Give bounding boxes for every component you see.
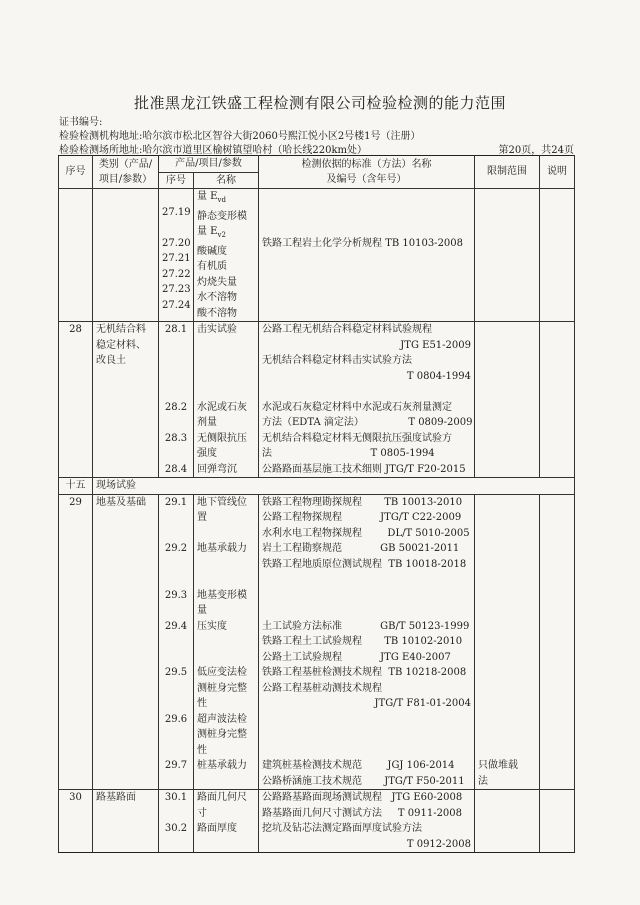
row-30-item-names: 路面几何尺 寸 路面厚度: [194, 790, 259, 853]
header-no: 序号: [59, 156, 93, 189]
row-28-standards: 公路工程无机结合料稳定材料试验规程 JTG E51-2009 无机结合料稳定材料击实试验方法 T 0804-1994 水泥或石灰稳定材料中水泥或石灰剂量测定 方法（EDTA 滴定法） T 0809-2009 无机结合料稳定材料无侧限抗压强度试验方 法 T 0805-1994 公路路面基层施工技术细则 JTG/T F20-2015: [259, 322, 475, 478]
row-29-no: 29: [59, 494, 93, 790]
row-29-category: 地基及基础: [93, 494, 159, 790]
capability-table: [58, 155, 575, 853]
site-address-label: 检验检测场所地址:: [59, 145, 143, 156]
row-28-item-numbers: 28.1 28.2 28.3 28.4: [159, 322, 194, 478]
page-title: 批准黑龙江铁盛工程检测有限公司检验检测的能力范围: [133, 94, 506, 112]
header-category-line1: 类别（产品/: [98, 158, 153, 170]
lab-address-value: 哈尔滨市松北区智谷大街2060号熙江悦小区2号楼1号（注册）: [142, 131, 421, 142]
header-category-line2: 项目/参数）: [98, 174, 153, 185]
row-30-item-numbers: 30.1 30.2: [159, 790, 194, 853]
row-27-standard: 铁路工程岩土化学分析规程 TB 10103-2008: [259, 189, 475, 322]
header-note: 说明: [540, 156, 575, 189]
site-address-value: 哈尔滨市道里区榆树镇望哈村（哈长线220km处）: [142, 145, 368, 156]
row-30-no: 30: [59, 790, 93, 853]
table-row-27: [59, 189, 575, 322]
page-indicator: 第20页，共24页: [498, 145, 574, 156]
header-standard-line1: 检测依据的标准（方法）名称: [301, 158, 432, 170]
header-limit: 限制范围: [475, 156, 540, 189]
header-standard: [259, 156, 475, 189]
row-30-category: 路基路面: [93, 790, 159, 853]
lab-address-label: 检验检测机构地址:: [59, 131, 143, 142]
header-sub-no: 序号: [159, 172, 194, 189]
header-standard-line2: 及编号（含年号）: [326, 174, 407, 185]
section-15-no: 十五: [59, 478, 93, 495]
header-sub-name: 名称: [194, 172, 259, 189]
table-row-28: [59, 322, 575, 478]
table-row-29: [59, 494, 575, 790]
row-27-item-numbers: 27.19 27.20 27.21 27.22 27.23 27.24: [159, 189, 194, 322]
cert-number: 证书编号:: [59, 117, 103, 128]
row-27-item-names: 量 $E_{vd}$ 静态变形模 量 $E_{v2}$ 酸碱度 有机质 灼烧失量 水不溶物 酸不溶物: [194, 189, 259, 322]
lab-address: [59, 127, 421, 142]
row-28-item-names: 击实试验 水泥或石灰 剂量 无侧限抗压 强度 回弹弯沉: [194, 322, 259, 478]
row-28-no: 28: [59, 322, 93, 478]
table-header: [59, 156, 575, 173]
row-29-standards: 铁路工程物理勘探规程 TB 10013-2010 公路工程物探规程 JTG/T C22-2009 水利水电工程物探规程 DL/T 5010-2005 岩土工程勘察规范 GB 50021-2011 铁路工程地质原位测试规程 TB 10018-2018 土工试验方法标准 GB/T 50123-1999 铁路工程土工试验规程 TB 10102-2010 公路土工试验规程 JTG E40-2007 铁路工程基桩检测技术规程 TB 10218-2008 公路工程基桩动测技术规程 JTG/T F81-01-2004 建筑桩基检测技术规范 JGJ 106-2014 公路桥涵施工技术规范 JTG/T F50-2011: [259, 494, 475, 790]
row-30-standards: 公路路基路面现场测试规程 JTG E60-2008 路基路面几何尺寸测试方法 T 0911-2008 挖坑及钻芯法测定路面厚度试验方法 T 0912-2008: [259, 790, 475, 853]
site-address: [59, 141, 367, 156]
section-15-label: 现场试验: [93, 478, 575, 495]
row-29-item-names: 地下管线位 置 地基承载力 地基变形模 量 压实度 低应变法检 测桩身完整 性 超声波法检 测桩身完整 性 桩基承载力: [194, 494, 259, 790]
row-28-category: 无机结合料 稳定材料、 改良土: [93, 322, 159, 478]
header-product: 产品/项目/参数: [159, 156, 259, 173]
table-row-30: [59, 790, 575, 853]
header-category: [93, 156, 159, 189]
row-29-item-numbers: 29.1 29.2 29.3 29.4 29.5 29.6 29.7: [159, 494, 194, 790]
row-29-limits: 只做堆载 法: [475, 494, 540, 790]
section-row-15: [59, 478, 575, 495]
